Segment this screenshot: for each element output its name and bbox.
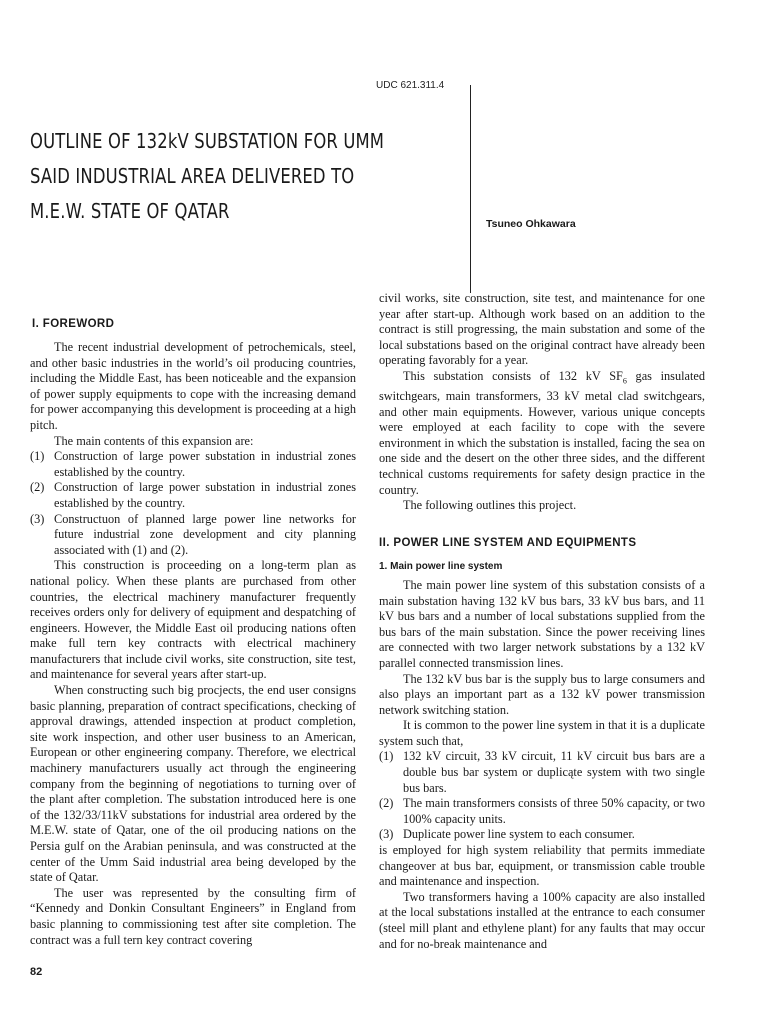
list-item (30, 480, 356, 511)
list-number: (2) (30, 480, 45, 495)
list-item (379, 796, 705, 827)
list-text: Duplicate power line system to each consumer. (403, 827, 635, 842)
paragraph (379, 369, 705, 498)
paragraph: It is common to the power line system in that it is a duplicate system such that, (379, 718, 705, 748)
list-text: 132 kV circuit, 33 kV circuit, 11 kV circuit bus bars are a double bus bar system or duplicąte system with two single bus bars. (403, 749, 705, 795)
paragraph: The main contents of this expansion are: (54, 433, 254, 448)
header-divider (470, 85, 471, 293)
list-text: The main transformers consists of three 50% capacity, or two 100% capacity units. (403, 796, 705, 826)
text-span: gas insulated switchgears, main transformers, 33 kV metal clad switchgears, and other main equipments. However, various unique concepts were employed at each facility to cope with the severe environment in which the substation is installed, facing the sea on one side and the desert on the other three sides, and the different technical customs requirements for safety design practice in the country. (379, 368, 706, 497)
list-item (379, 827, 705, 843)
list-number: (1) (30, 449, 45, 464)
paragraph: The recent industrial development of petrochemicals, steel, and other basic industries in the world’s oil producing countries, including the Middle East, has been noticeable and the expansion of power supply equipments to cope with the increasing demand for power accompanying this development is proceeding at a high pitch. (30, 340, 356, 432)
title-line: SAID INDUSTRIAL AREA DELIVERED TO (30, 164, 355, 188)
paragraph: The user was represented by the consulting firm of “Kennedy and Donkin Consultant Engineers” in England from basic planning to commissioning test after site completion. The contract was a full tern key contract covering (30, 885, 356, 947)
list-number: (3) (379, 827, 394, 842)
list-number: (1) (379, 749, 394, 764)
title-line: OUTLINE OF 132kV SUBSTATION FOR UMM (30, 129, 385, 153)
paper-title (30, 124, 446, 229)
udc-code: UDC 621.311.4 (376, 80, 445, 91)
section-heading-foreword: I. FOREWORD (32, 318, 115, 330)
paragraph: Two transformers having a 100% capacity are also installed at the local substations installed at the entrance to each consumer (steel mill plant and ethylene plant) for any faults that may occur and for no-break maintenance and (379, 889, 705, 951)
section-heading-power-line: II. POWER LINE SYSTEM AND EQUIPMENTS (379, 536, 637, 549)
paragraph: civil works, site construction, site test, and maintenance for one year after start-up. Although work based on an addition to the contract is still progressing, the main substation and some of the local substations based on the original contract have already been operating favorably for a year. (379, 291, 705, 368)
paragraph: This construction is proceeding on a long-term plan as national policy. When these plants are purchased from other countries, the electrical machinery manufacturer frequently receives orders only for delivery of equipment and despatching of engineers. However, the Middle East oil producing nations often make full tern key contracts with electrical machinery manufacturers that include civil works, site construction, site test, and maintenance for several years after start-up. (30, 558, 356, 682)
subsection-heading: 1. Main power line system (379, 561, 503, 573)
paragraph: is employed for high system reliability that permits immediate changeover at bus bar, equipment, or transmission cable trouble and maintenance and inspection. (379, 843, 705, 889)
title-line: M.E.W. STATE OF QATAR (30, 199, 230, 223)
paragraph: The 132 kV bus bar is the supply bus to large consumers and also plays an important part as a 132 kV power transmission network switching station. (379, 671, 705, 717)
paragraph: The following outlines this project. (403, 498, 577, 513)
page-number: 82 (30, 966, 43, 978)
author-name: Tsuneo Ohkawara (486, 218, 576, 230)
paragraph: When constructing such big procjects, the end user consigns basic planning, preparation of contract specifications, checking of approval drawings, attended inspection at product completion, site work inspection, and other user business to an American, European or other engineering company. Therefore, we electrical machinery manufacturers usually act through the engineering company from the beginning of negotiations to turning over of the plant after completion. The substation introduced here is one of the 132/33/11kV substations for industrial area ordered by the M.E.W. state of Qatar, one of the oil producing nations on the Persia gulf on the Arabian peninsula, and was constructed at the center of the Umm Said industrial area being developed by the state of Qatar. (30, 683, 356, 885)
list-item (379, 749, 705, 796)
paragraph: The main power line system of this substation consists of a main substation having 132 kV bus bars, 33 kV bus bars, and 11 kV bus bars and a number of local substations supplied from the bus bars of the main substation. Since the power receiving lines are connected with two larger network substations by a 132 kV parallel connected transmission lines. (379, 577, 705, 670)
list-text: Constructuon of planned large power line networks for future industrial zone development and city planning associated with (1) and (2). (54, 511, 356, 557)
text-span: This substation consists of 132 kV SF (403, 368, 623, 383)
subscript: 6 (622, 376, 627, 386)
right-column (379, 291, 705, 952)
list-number: (2) (379, 796, 394, 811)
list-number: (3) (30, 511, 45, 526)
list-item (30, 512, 356, 559)
list-item (30, 449, 356, 480)
list-text: Construction of large power substation in industrial zones established by the country. (54, 449, 356, 479)
left-column (30, 340, 356, 948)
list-text: Construction of large power substation in industrial zones established by the country. (54, 480, 356, 510)
